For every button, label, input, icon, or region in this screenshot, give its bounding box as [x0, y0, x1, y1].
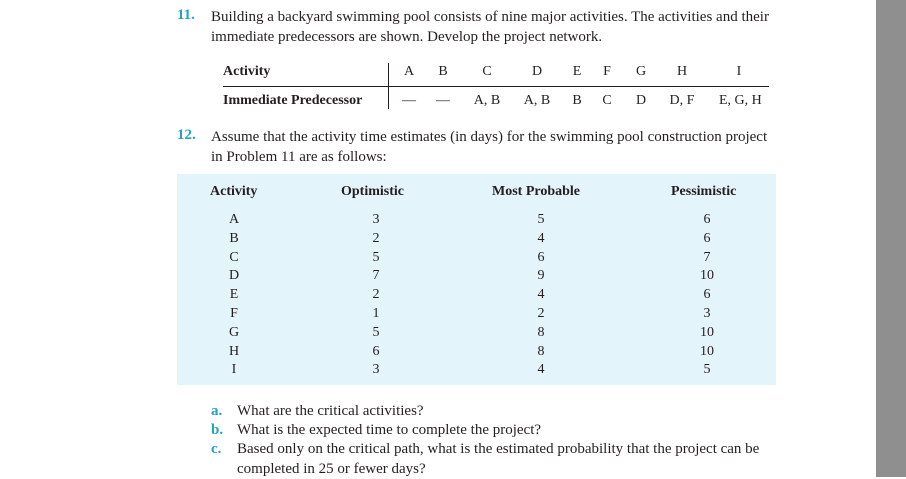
- activity-cell: G: [635, 64, 647, 79]
- activity-cell: I: [736, 64, 742, 79]
- header-optimistic: Optimistic: [341, 184, 404, 199]
- table-cell: 2: [372, 287, 380, 303]
- table-cell: D: [228, 268, 240, 284]
- table-cell: B: [229, 230, 239, 246]
- table-cell: H: [228, 343, 240, 359]
- table-cell: 5: [703, 362, 711, 378]
- table-cell: 6: [703, 287, 711, 303]
- table-cell: 3: [372, 212, 380, 227]
- problem-12-text: Assume that the activity time estimates (in days) for the swimming pool construction project in Problem 11 are as follows:: [211, 129, 768, 165]
- predecessor-table: [223, 59, 769, 117]
- activity-cell: D: [531, 64, 543, 79]
- table-cell: 8: [537, 324, 545, 340]
- activity-cell: B: [438, 64, 448, 79]
- time-estimates-table: [177, 174, 776, 385]
- table-cell: E: [229, 287, 239, 303]
- table-cell: 4: [537, 287, 545, 303]
- predecessor-cell: B: [572, 93, 582, 108]
- predecessor-cell: A, B: [473, 93, 501, 108]
- predecessor-cell: D: [635, 93, 647, 108]
- activity-row-label: Activity: [223, 64, 271, 79]
- predecessor-row-label: Immediate Predecessor: [223, 93, 363, 108]
- scrollbar[interactable]: [876, 0, 906, 477]
- activity-cell: E: [572, 64, 582, 79]
- question-label: c.: [211, 441, 222, 457]
- problem-12-number: 12.: [177, 127, 196, 143]
- pessimistic-column: [692, 211, 722, 380]
- table-cell: 1: [372, 305, 380, 321]
- predecessor-cell: A, B: [523, 93, 551, 108]
- table-cell: 7: [703, 249, 711, 265]
- table-cell: 2: [537, 305, 545, 321]
- table-cell: 5: [537, 212, 545, 227]
- activity-column: [219, 211, 249, 380]
- table-cell: 8: [537, 343, 545, 359]
- table-cell: 10: [700, 268, 714, 284]
- header-activity: Activity: [210, 184, 258, 199]
- table-cell: 4: [537, 230, 545, 246]
- question-label: b.: [211, 422, 224, 438]
- table-cell: 4: [537, 362, 545, 378]
- activity-cell: C: [482, 64, 492, 79]
- table-cell: 9: [537, 268, 545, 284]
- table-cell: G: [228, 324, 240, 340]
- header-pessimistic: Pessimistic: [671, 184, 737, 199]
- table-cell: 10: [700, 343, 714, 359]
- table-cell: 5: [372, 324, 380, 340]
- table-cell: A: [228, 212, 240, 227]
- table-cell: 3: [372, 362, 380, 378]
- question-text: What are the critical activities?: [237, 403, 424, 419]
- problem-11-number: 11.: [177, 7, 195, 23]
- table-cell: 6: [372, 343, 380, 359]
- question-label: a.: [211, 403, 223, 419]
- table-cell: F: [230, 305, 238, 321]
- table-cell: 7: [372, 268, 380, 284]
- table-cell: 6: [537, 249, 545, 265]
- optimistic-column: [361, 211, 391, 380]
- table-cell: 6: [703, 230, 711, 246]
- table-cell: 10: [700, 324, 714, 340]
- table-rule: [223, 86, 769, 87]
- activity-cell: F: [603, 64, 611, 79]
- table-cell: C: [229, 249, 239, 265]
- most-probable-column: [526, 211, 556, 380]
- predecessor-cell: D, F: [669, 93, 695, 108]
- problem-11-text: Building a backyard swimming pool consists of nine major activities. The activities and their immediate predecessors are shown. Develop the project network.: [211, 9, 769, 45]
- table-cell: 3: [703, 305, 711, 321]
- table-cell: I: [231, 362, 237, 378]
- header-most-probable: Most Probable: [492, 184, 581, 199]
- activity-cell: H: [676, 64, 688, 79]
- predecessor-cell: E, G, H: [719, 93, 762, 108]
- predecessor-cell: —: [436, 93, 450, 108]
- predecessor-cell: —: [402, 93, 416, 108]
- table-cell: 6: [703, 212, 711, 227]
- question-text: Based only on the critical path, what is the estimated probability that the project can be completed in 25 or fewer days?: [237, 441, 760, 477]
- predecessor-cell: C: [602, 93, 612, 108]
- activity-cell: A: [403, 64, 415, 79]
- table-cell: 5: [372, 249, 380, 265]
- table-cell: 2: [372, 230, 380, 246]
- question-text: What is the expected time to complete the project?: [237, 422, 542, 438]
